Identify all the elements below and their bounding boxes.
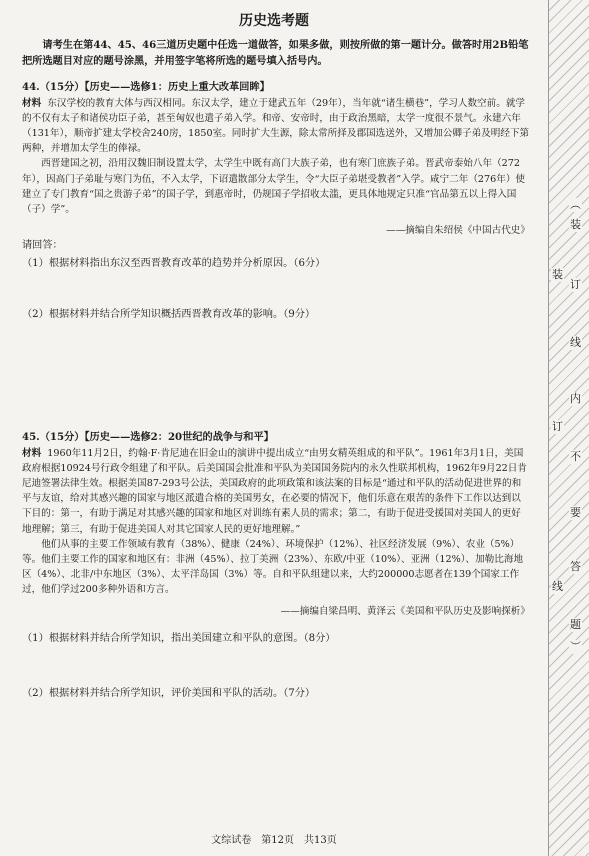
q44-header: 44.（15分）【历史——选修1：历史上重大改革回眸】 xyxy=(22,81,270,93)
binding-char: 要 xyxy=(570,506,581,519)
q45-sub1: （1）根据材料并结合所学知识，指出美国建立和平队的意图。（8分） xyxy=(22,632,336,644)
binding-paren-close: ︶ xyxy=(570,640,581,653)
q45-source: ——摘编自梁昌明、黄泽云《美国和平队历史及影响探析》 xyxy=(280,605,530,617)
instructions: 请考生在第44、45、46三道历史题中任选一道做答，如果多做，则按所做的第一题计分。做答时用2B铅笔把所选题目对应的题号涂黑，并用签字笔将所选的题号填入括号内。 xyxy=(22,39,529,67)
binding-char: 不 xyxy=(570,450,581,463)
binding-char: 装 xyxy=(570,218,581,231)
binding-side-char: 线 xyxy=(552,580,563,593)
q44-material-label: 材料 xyxy=(22,97,42,109)
binding-side-char: 装 xyxy=(552,268,563,281)
q45-para2: 他们从事的主要工作领域有教育（38%）、健康（24%）、环境保护（12%）、社区经济发展（9%）、农业（5%）等。他们主要工作的国家和地区有：非洲（45%）、拉丁美洲（23%）、东欧/中亚（10%）、亚洲（12%）、加勒比海地区（4%）、北非/中东地区（3%）、太平洋岛国（3%）等。自和平队组建以来，大约200000志愿者在139个国家工作过，他们学过200多种外语和方言。 xyxy=(22,538,524,596)
q45-material-label: 材料 xyxy=(22,447,42,459)
q45-material xyxy=(22,446,530,537)
q45-header: 45.（15分）【历史——选修2：20世纪的战争与和平】 xyxy=(22,431,274,443)
binding-char: 订 xyxy=(570,278,581,291)
binding-char: 题 xyxy=(570,618,581,631)
q44-sub1: （1）根据材料指出东汉至西晋教育改革的趋势并分析原因。（6分） xyxy=(22,257,326,269)
q44-material xyxy=(22,96,530,157)
binding-margin xyxy=(548,0,589,856)
q44-sub2: （2）根据材料并结合所学知识概括西晋教育改革的影响。（9分） xyxy=(22,309,316,321)
question-45 xyxy=(22,430,530,702)
binding-char: 内 xyxy=(570,392,581,405)
q45-sub2: （2）根据材料并结合所学知识，评价美国和平队的活动。（7分） xyxy=(22,688,316,700)
binding-side-char: 订 xyxy=(552,420,563,433)
q44-para1: 东汉学校的教育大体与西汉相同。东汉太学，建立于建武五年（29年），当年就“诸生横巷”，学习人数空前。就学的不仅有太子和诸侯功臣子弟，甚至匈奴也遣子弟入学。和帝、安帝时，由于政治黑暗，太学一度很不景气。永建六年（131年），顺帝扩建太学校舍240房，1850室。同时扩大生源，除太常所择及郡国选送外，又增加公卿子弟及明经下第两种，并增加太学生的俸禄。 xyxy=(22,97,530,155)
binding-paren-open: ︵ xyxy=(570,198,581,211)
binding-char: 答 xyxy=(570,560,581,573)
binding-char: 线 xyxy=(570,336,581,349)
page-footer: 文综试卷 第12页 共13页 xyxy=(211,835,337,846)
q44-para2: 西晋建国之初，沿用汉魏旧制设置太学，太学生中既有高门大族子弟，也有寒门庶族子弟。晋武帝泰始八年（272年），因高门子弟耻与寒门为伍，不入太学，下诏遣散部分太学生，令“大臣子弟堪受教者”入学。咸宁二年（276年）使建立了专门教育“国之贵游子弟”的国子学，到惠帝时，仍规国子学招收太滥，更具体地规定只准“官品第五以上得入国（子）学”。 xyxy=(22,158,526,215)
q44-prompt: 请回答： xyxy=(22,240,63,252)
question-44 xyxy=(22,80,530,323)
q45-para1: 1960年11月2日，约翰·F·肯尼迪在旧金山的演讲中提出成立“由男女精英组成的和平队”。1961年3月1日，美国政府根据10924号行政令组建了和平队。后美国国会批准和平队为美国国务院内的永久性联邦机构，1962年9月22日肯尼迪签署法律生效。根据美国87-293号公法，美国政府的此项政策和该法案的目标是“通过和平队的活动促进世界的和平与友谊，给对其感兴趣的国家与地区派遣合格的美国男女，在必要的情况下，他们乐意在艰苦的条件下工作以达到以下目的：第一，有助于满足对其感兴趣的国家和地区对训练有素人员的需求；第二，有助于促进受援国对美国人的更好地理解；第三，有助于促进美国人对其它国家人民的更好地理解。” xyxy=(22,447,527,535)
q44-source: ——摘编自朱绍侯《中国古代史》 xyxy=(386,225,530,237)
page-title: 历史选考题 xyxy=(239,13,309,29)
